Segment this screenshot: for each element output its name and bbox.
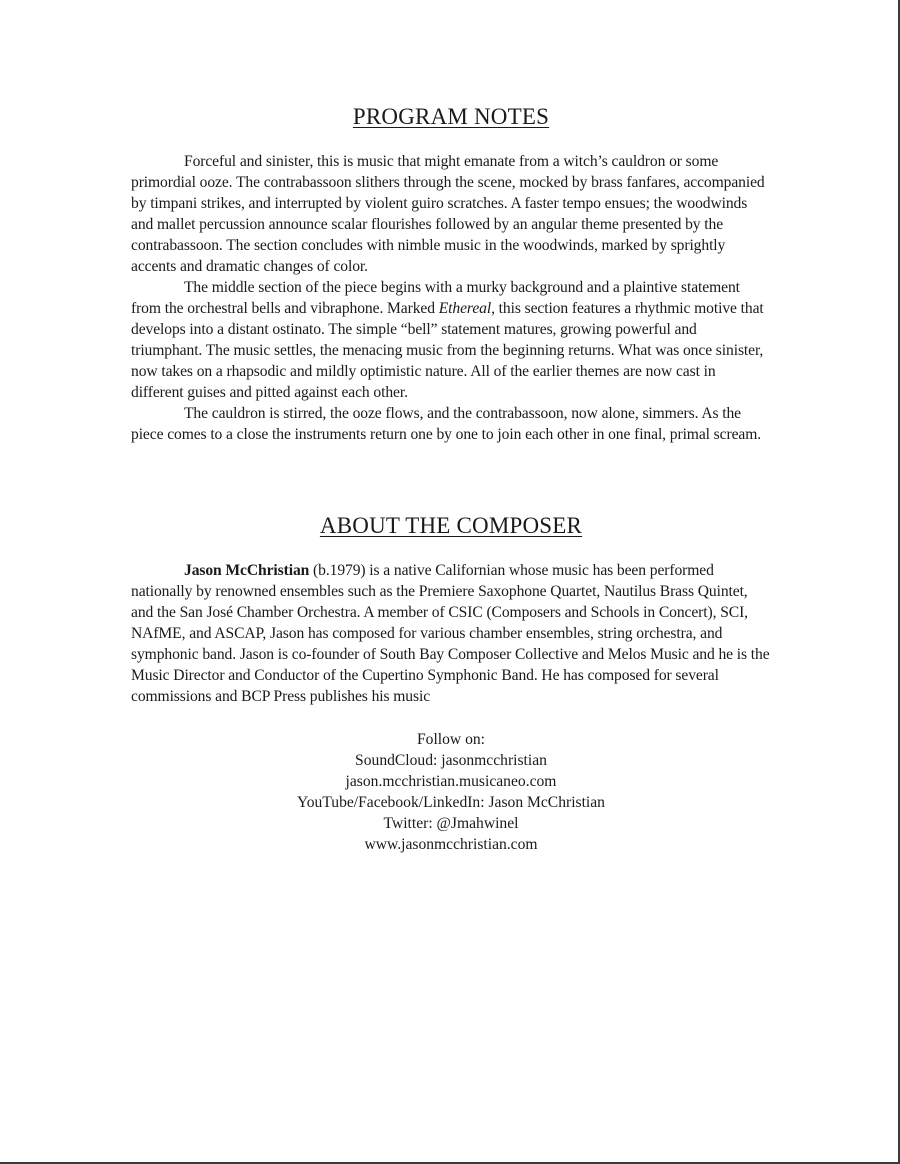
program-notes-section bbox=[131, 104, 771, 445]
ethereal-marking: Ethereal bbox=[438, 300, 492, 317]
program-notes-heading: PROGRAM NOTES bbox=[352, 104, 550, 129]
composer-bio bbox=[131, 560, 771, 707]
musicaneo-link: jason.mcchristian.musicaneo.com bbox=[345, 773, 557, 790]
about-composer-section bbox=[131, 513, 771, 707]
follow-label: Follow on: bbox=[416, 731, 486, 748]
paragraph-2-text-before: The middle section of the piece begins with a murky background and a plaintive statement from the orchestral bells and vibraphone. Marked bbox=[131, 279, 740, 317]
program-notes-paragraph-2 bbox=[131, 277, 771, 403]
follow-links bbox=[131, 729, 771, 855]
social-link: YouTube/Facebook/LinkedIn: Jason McChristian bbox=[297, 794, 605, 811]
paragraph-2-text-after: , this section features a rhythmic motive that develops into a distant ostinato. The simple “bell” statement matures, growing powerful and triumphant. The music settles, the menacing music from the beginning returns. What was once sinister, now takes on a rhapsodic and mildly optimistic nature. All of the earlier themes are now cast in different guises and pitted against each other. bbox=[131, 300, 764, 401]
program-notes-paragraph-3: The cauldron is stirred, the ooze flows, and the contrabassoon, now alone, simmers. As the piece comes to a close the instruments return one by one to join each other in one final, primal scream. bbox=[131, 405, 762, 443]
website-link: www.jasonmcchristian.com bbox=[364, 836, 538, 853]
composer-name: Jason McChristian bbox=[184, 562, 310, 579]
soundcloud-link: SoundCloud: jasonmcchristian bbox=[355, 752, 547, 769]
about-composer-heading: ABOUT THE COMPOSER bbox=[319, 513, 583, 538]
composer-bio-text: (b.1979) is a native Californian whose music has been performed nationally by renowned ensembles such as the Premiere Saxophone Quartet, Nautilus Brass Quintet, and the San José Chamber Orchestra. A member of CSIC (Composers and Schools in Concert), SCI, NAfME, and ASCAP, Jason has composed for various chamber ensembles, string orchestra, and symphonic band. Jason is co-founder of South Bay Composer Collective and Melos Music and he is the Music Director and Conductor of the Cupertino Symphonic Band. He has composed for several commissions and BCP Press publishes his music bbox=[131, 562, 770, 705]
twitter-link: Twitter: @Jmahwinel bbox=[383, 815, 519, 832]
program-notes-paragraph-1: Forceful and sinister, this is music that might emanate from a witch’s cauldron or some primordial ooze. The contrabassoon slithers through the scene, mocked by brass fanfares, accompanied by timpani strikes, and interrupted by violent guiro scratches. A faster tempo ensues; the woodwinds and mallet percussion announce scalar flourishes followed by an angular theme presented by the contrabassoon. The section concludes with nimble music in the woodwinds, marked by sprightly accents and dramatic changes of color. bbox=[131, 153, 765, 275]
document-content bbox=[131, 104, 771, 855]
